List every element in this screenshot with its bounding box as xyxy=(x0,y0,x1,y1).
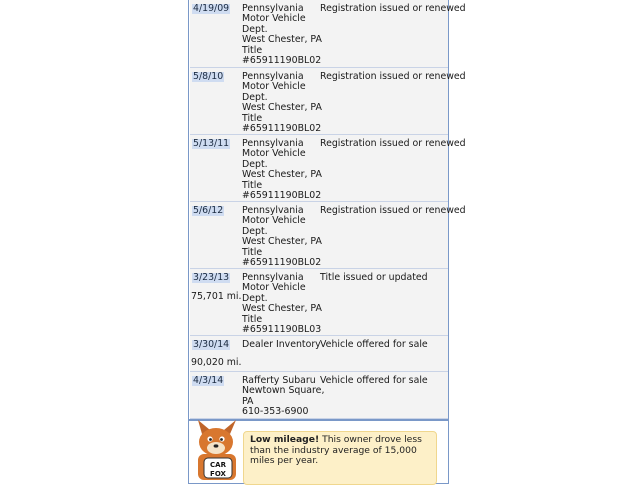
record-date: 3/23/13 xyxy=(193,272,230,283)
source-line: Pennsylvania xyxy=(242,3,304,14)
source-line: Dealer Inventory xyxy=(242,339,321,350)
source-line: Motor Vehicle xyxy=(242,81,306,93)
record-mileage: 90,020 mi. xyxy=(191,357,242,368)
source-line: West Chester, PA xyxy=(242,34,322,46)
source-line: Rafferty Subaru xyxy=(242,375,316,386)
table-row xyxy=(190,135,466,202)
record-source xyxy=(242,71,322,135)
source-line: Dept. xyxy=(242,91,268,103)
record-source xyxy=(242,205,322,269)
table-row xyxy=(190,0,466,68)
record-date: 4/19/09 xyxy=(193,3,230,14)
source-line: Dept. xyxy=(242,225,268,237)
source-line: Pennsylvania xyxy=(242,71,304,82)
source-line: West Chester, PA xyxy=(242,303,322,315)
record-comment: Vehicle offered for sale xyxy=(320,339,428,350)
source-line: Dept. xyxy=(242,292,268,304)
source-line: West Chester, PA xyxy=(242,236,322,248)
source-line: Pennsylvania xyxy=(242,272,304,283)
record-mileage: 75,701 mi. xyxy=(191,291,242,302)
source-line: Title xyxy=(242,112,263,124)
table-row xyxy=(190,269,448,336)
record-comment: Registration issued or renewed xyxy=(320,3,466,14)
source-line: PA xyxy=(242,395,254,407)
record-comment: Title issued or updated xyxy=(320,272,428,283)
source-line: 610-353-6900 xyxy=(242,406,309,418)
callout-body: This owner drove less than the industry average of 15,000 miles per year. xyxy=(250,434,422,467)
record-comment: Registration issued or renewed xyxy=(320,138,466,149)
source-line: #65911190BL02 xyxy=(242,190,322,202)
record-date: 5/6/12 xyxy=(193,205,224,216)
source-line: Pennsylvania xyxy=(242,138,304,149)
source-line: West Chester, PA xyxy=(242,169,322,181)
source-line: Title xyxy=(242,246,263,258)
source-line: #65911190BL02 xyxy=(242,257,322,269)
source-line: Motor Vehicle xyxy=(242,148,306,160)
record-comment: Registration issued or renewed xyxy=(320,71,466,82)
record-comment: Registration issued or renewed xyxy=(320,205,466,216)
record-date: 3/30/14 xyxy=(193,339,230,350)
record-date: 5/13/11 xyxy=(193,138,230,149)
source-line: Motor Vehicle xyxy=(242,13,306,25)
callout-text xyxy=(250,435,432,467)
source-line: Motor Vehicle xyxy=(242,215,306,227)
source-line: West Chester, PA xyxy=(242,102,322,114)
table-row xyxy=(190,372,448,419)
record-date: 5/8/10 xyxy=(193,71,224,82)
record-source xyxy=(242,3,322,67)
carfox-mascot-icon xyxy=(190,420,248,480)
source-line: Title xyxy=(242,179,263,191)
record-source xyxy=(242,339,321,350)
source-line: Title xyxy=(242,44,263,56)
record-date: 4/3/14 xyxy=(193,375,224,386)
low-mileage-callout xyxy=(243,431,437,485)
source-line: #65911190BL03 xyxy=(242,324,322,336)
record-comment: Vehicle offered for sale xyxy=(320,375,428,386)
table-row xyxy=(190,68,466,135)
source-line: Dept. xyxy=(242,23,268,35)
record-source xyxy=(242,138,322,202)
record-source xyxy=(242,375,325,418)
source-line: #65911190BL02 xyxy=(242,55,322,67)
table-row xyxy=(190,202,466,269)
table-row xyxy=(190,336,448,372)
source-line: Newtown Square, xyxy=(242,385,325,397)
callout-headline: Low mileage! xyxy=(250,434,320,445)
source-line: Title xyxy=(242,313,263,325)
source-line: #65911190BL02 xyxy=(242,123,322,135)
source-line: Dept. xyxy=(242,158,268,170)
mascot-label-top: CAR xyxy=(210,461,226,469)
mascot-label-bottom: FOX xyxy=(210,470,226,478)
source-line: Pennsylvania xyxy=(242,205,304,216)
source-line: Motor Vehicle xyxy=(242,282,306,294)
record-source xyxy=(242,272,322,336)
